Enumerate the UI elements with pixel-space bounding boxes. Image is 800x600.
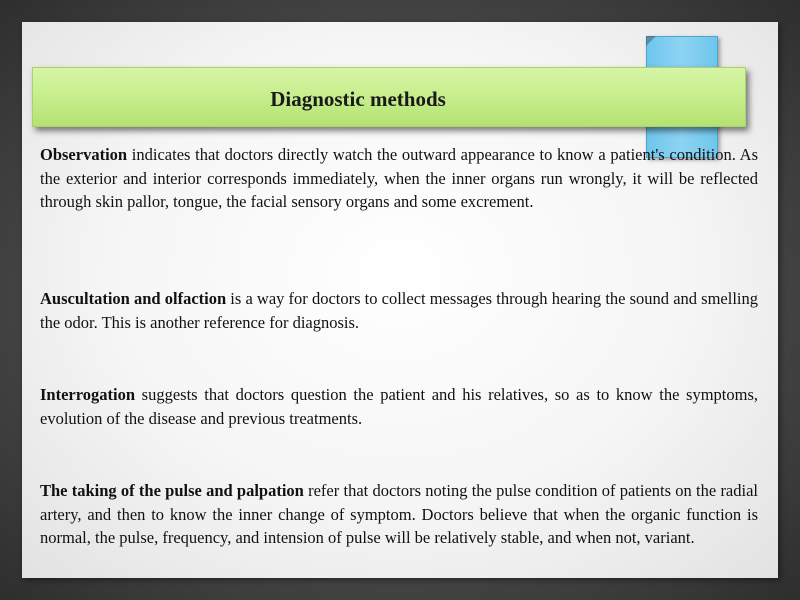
paragraph-interrogation <box>40 383 758 430</box>
paragraph-observation <box>40 143 758 214</box>
paragraph-text: suggests that doctors question the patient and his relatives, so as to know the symptoms, evolution of the disease and previous treatments. <box>40 385 758 428</box>
slide-title: Diagnostic methods <box>270 87 446 111</box>
paragraph-term: The taking of the pulse and palpation <box>40 481 304 500</box>
paragraph-auscultation <box>40 287 758 334</box>
paragraph-text: refer that doctors noting the pulse condition of patients on the radial artery, and then to know the inner change of symptom. Doctors believe that when the organic function is normal, the pulse, frequency, and intension of pulse will be relatively stable, and when not, variant. <box>40 481 759 547</box>
paragraph-term: Auscultation and olfaction <box>40 289 227 308</box>
paragraph-term: Interrogation <box>40 385 136 404</box>
paragraph-text: indicates that doctors directly watch the outward appearance to know a patient's condition. As the exterior and interior corresponds immediately, when the inner organs run wrongly, it will be reflected through skin pallor, tongue, the facial sensory organs and some excrement. <box>40 145 758 211</box>
paragraph-pulse <box>40 479 758 550</box>
paragraph-term: Observation <box>40 145 128 164</box>
title-banner <box>32 67 746 127</box>
paragraph-text: is a way for doctors to collect messages through hearing the sound and smelling the odor. This is another reference for diagnosis. <box>40 289 759 332</box>
